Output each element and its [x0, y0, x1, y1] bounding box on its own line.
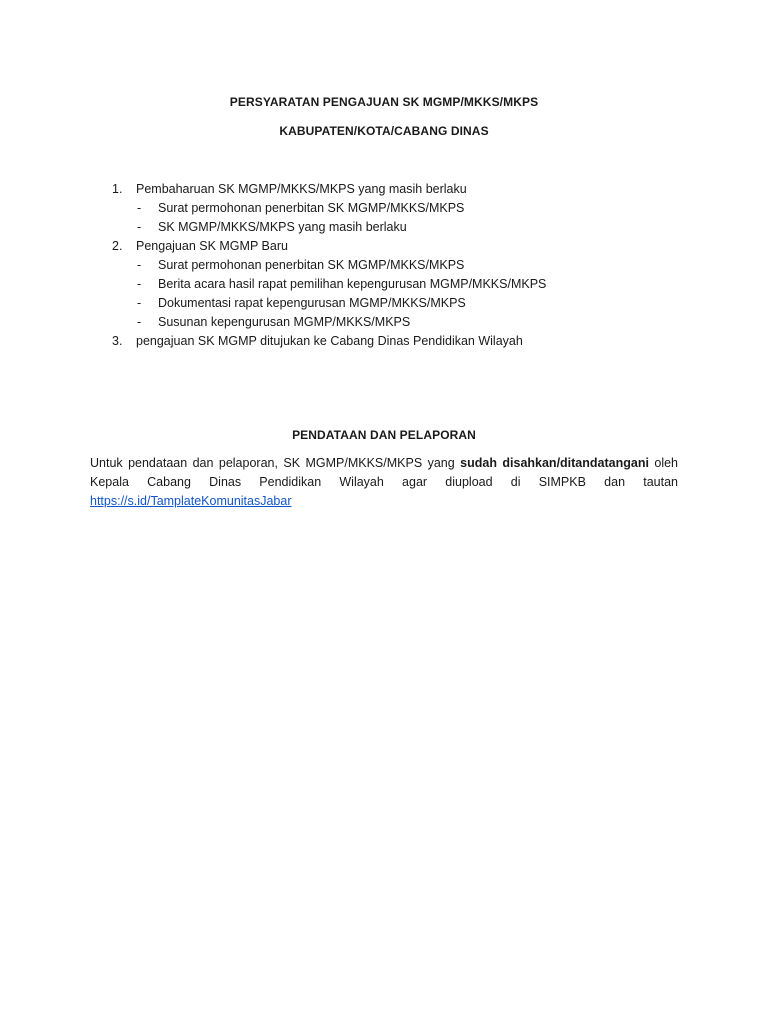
- list-item-text: pengajuan SK MGMP ditujukan ke Cabang Dinas Pendidikan Wilayah: [136, 334, 523, 348]
- dash-bullet: -: [137, 220, 142, 234]
- dash-bullet: -: [137, 277, 142, 291]
- sub-list-item: [0, 313, 768, 332]
- list-item: [0, 332, 768, 351]
- sub-list-item-text: Surat permohonan penerbitan SK MGMP/MKKS/MKPS: [158, 201, 465, 215]
- document-subtitle: KABUPATEN/KOTA/CABANG DINAS: [279, 124, 489, 138]
- sub-list-item-text: Dokumentasi rapat kepengurusan MGMP/MKKS/MKPS: [158, 296, 466, 310]
- list-item-text: Pengajuan SK MGMP Baru: [136, 239, 288, 253]
- paragraph-bold-text: sudah disahkan/ditandatangani: [460, 456, 649, 470]
- paragraph-text-end: oleh Kepala Cabang Dinas Pendidikan Wilayah agar diupload di SIMPKB dan tautan: [90, 456, 678, 489]
- list-item: [0, 237, 768, 256]
- sub-list-item: [0, 256, 768, 275]
- sub-list-item-text: Surat permohonan penerbitan SK MGMP/MKKS/MKPS: [158, 258, 465, 272]
- reporting-paragraph: [90, 454, 678, 511]
- list-item-text: Pembaharuan SK MGMP/MKKS/MKPS yang masih berlaku: [136, 182, 467, 196]
- requirements-list: [0, 180, 768, 351]
- sub-list-item: [0, 275, 768, 294]
- sub-list-item-text: Susunan kepengurusan MGMP/MKKS/MKPS: [158, 315, 411, 329]
- dash-bullet: -: [137, 258, 142, 272]
- paragraph-text-start: Untuk pendataan dan pelaporan, SK MGMP/MKKS/MKPS yang: [90, 456, 461, 470]
- list-item: [0, 180, 768, 199]
- dash-bullet: -: [137, 296, 142, 310]
- sub-list-item-text: Berita acara hasil rapat pemilihan kepengurusan MGMP/MKKS/MKPS: [158, 277, 547, 291]
- dash-bullet: -: [137, 201, 142, 215]
- sub-list-item: [0, 199, 768, 218]
- list-item-number: 2.: [112, 239, 123, 253]
- template-link[interactable]: https://s.id/TamplateKomunitasJabar: [90, 494, 292, 508]
- list-item-number: 3.: [112, 334, 123, 348]
- sub-list-item-text: SK MGMP/MKKS/MKPS yang masih berlaku: [158, 220, 407, 234]
- list-item-number: 1.: [112, 182, 123, 196]
- sub-list-item: [0, 294, 768, 313]
- section-heading: PENDATAAN DAN PELAPORAN: [292, 428, 476, 442]
- dash-bullet: -: [137, 315, 142, 329]
- document-title: PERSYARATAN PENGAJUAN SK MGMP/MKKS/MKPS: [229, 95, 539, 109]
- sub-list-item: [0, 218, 768, 237]
